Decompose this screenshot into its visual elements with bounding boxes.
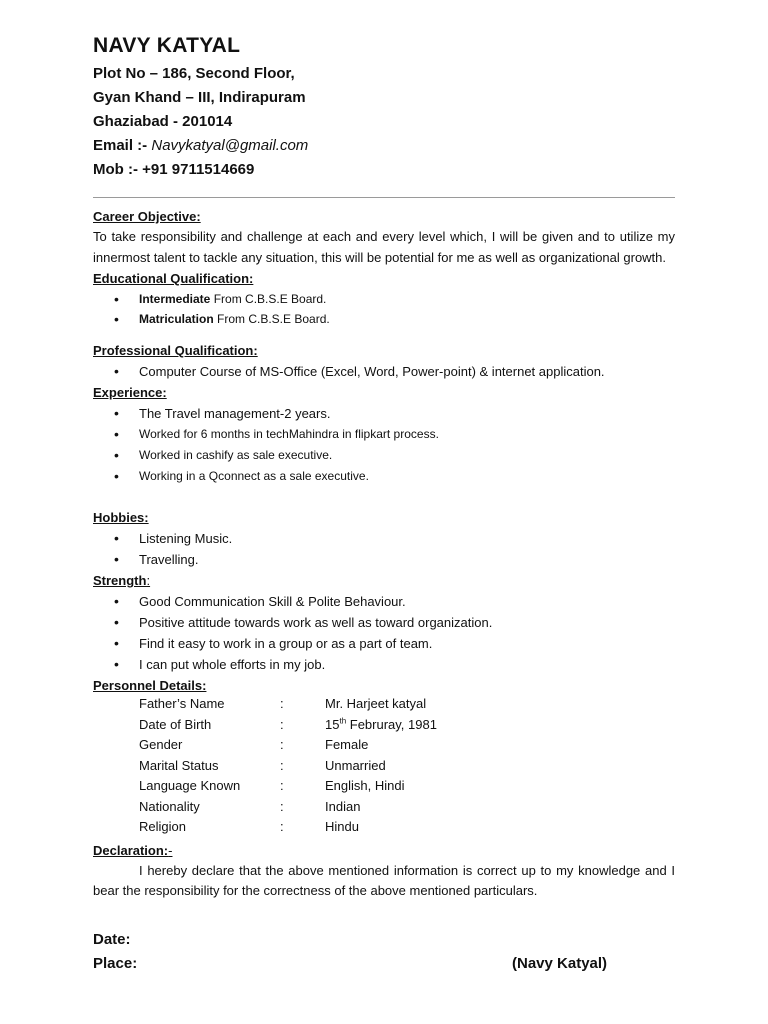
signature-name: (Navy Katyal) (512, 954, 608, 972)
list-item: • Listening Music. (93, 528, 675, 549)
professional-title: Professional Qualification: (93, 343, 258, 358)
place-label: Place: (93, 954, 138, 972)
list-item: • Good Communication Skill & Polite Behaviour. (93, 591, 675, 612)
career-objective-title: Career Objective: (93, 209, 201, 224)
personal-details-table (139, 696, 437, 840)
list-item: • I can put whole efforts in my job. (93, 654, 675, 675)
email-label: Email :- (93, 137, 148, 154)
email-address: Navykatyal@gmail.com (151, 137, 309, 154)
resume-page (93, 34, 675, 976)
list-item: • Positive attitude towards work as well as toward organization. (93, 612, 675, 633)
hobbies-list (93, 528, 675, 570)
career-objective-text: To take responsibility and challenge at each and every level which, I will be given and to utilize my innermost talent to tackle any situation, this will be potential for me as well as organizational growth. (93, 229, 675, 265)
list-item: • Computer Course of MS-Office (Excel, Word, Power-point) & internet application. (93, 361, 675, 382)
education-list (93, 289, 675, 329)
list-item: • Working in a Qconnect as a sale executive. (93, 466, 675, 487)
declaration-title: Declaration:- (93, 842, 173, 858)
list-item: • Travelling. (93, 549, 675, 570)
email-line (93, 134, 675, 158)
table-row: Language Known : English, Hindi (139, 778, 405, 793)
list-item: • Intermediate From C.B.S.E Board. (93, 289, 675, 309)
education-title: Educational Qualification: (93, 271, 254, 286)
table-row: Date of Birth : 15th Februray, 1981 (139, 716, 437, 732)
table-row: Marital Status : Unmarried (139, 757, 386, 773)
list-item: • The Travel management-2 years. (93, 403, 675, 424)
address-line-3: Ghaziabad - 201014 (93, 113, 233, 130)
table-row: Nationality : Indian (139, 798, 361, 814)
table-row: Religion : Hindu (139, 819, 359, 834)
table-row: Gender : Female (139, 737, 369, 752)
experience-title: Experience: (93, 385, 167, 400)
experience-list (93, 403, 675, 487)
professional-list (93, 361, 675, 382)
mobile-line: Mob :- +91 9711514669 (93, 161, 255, 178)
address-line-1: Plot No – 186, Second Floor, (93, 65, 295, 82)
declaration-text: I hereby declare that the above mentioned information is correct up to my knowledge and I bear the responsibility for the correctness of the above mentioned particulars. (93, 862, 675, 898)
date-label: Date: (93, 930, 131, 948)
personal-details-title: Personnel Details: (93, 678, 207, 693)
table-row: Father’s Name : Mr. Harjeet katyal (139, 696, 427, 711)
list-item: • Worked in cashify as sale executive. (93, 445, 675, 466)
place-row (93, 952, 675, 976)
header-divider (93, 197, 675, 198)
list-item: • Worked for 6 months in techMahindra in flipkart process. (93, 424, 675, 445)
hobbies-title: Hobbies: (93, 510, 149, 525)
strength-list (93, 591, 675, 675)
strength-title: Strength: (93, 573, 151, 588)
candidate-name: NAVY KATYAL (93, 34, 241, 57)
list-item: • Matriculation From C.B.S.E Board. (93, 309, 675, 329)
address-line-2: Gyan Khand – III, Indirapuram (93, 89, 306, 106)
list-item: • Find it easy to work in a group or as a part of team. (93, 633, 675, 654)
